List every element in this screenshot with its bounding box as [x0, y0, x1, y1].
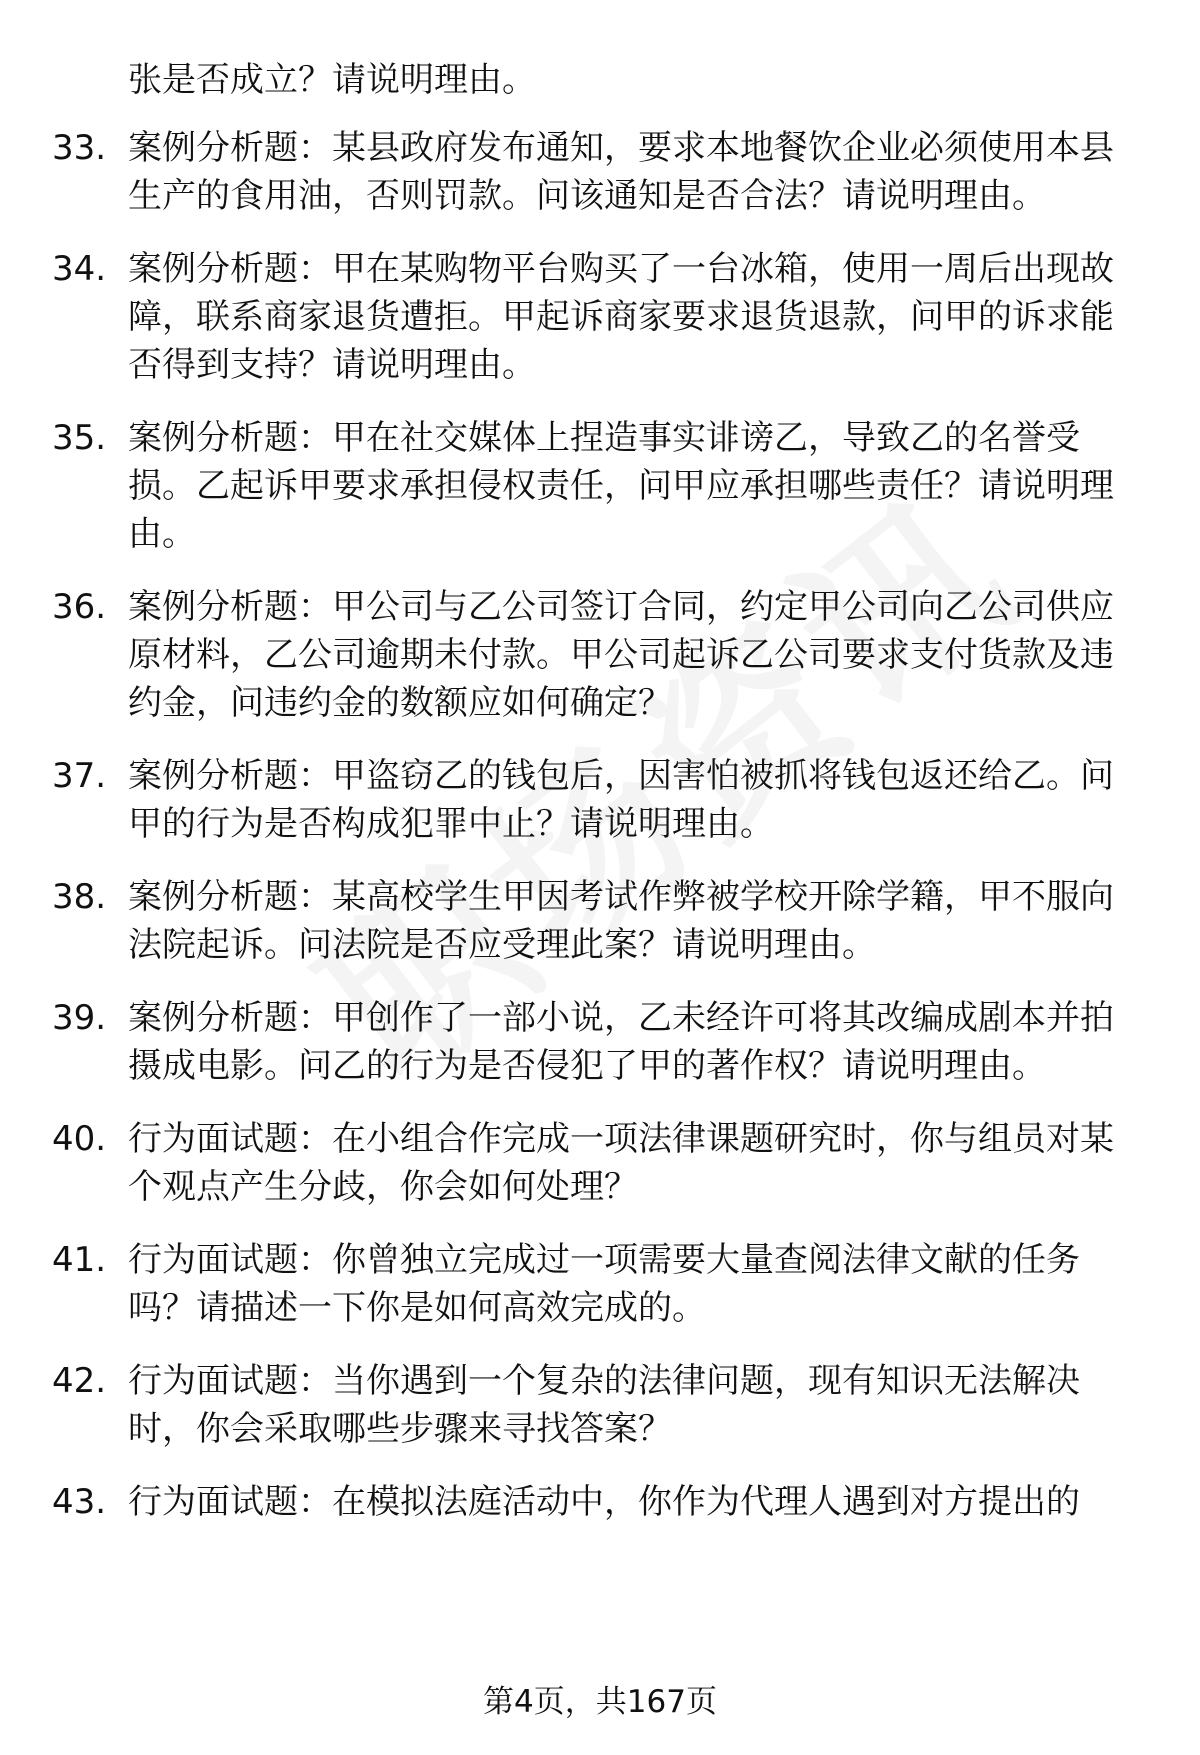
question-number: 33. [52, 128, 107, 168]
question-number: 35. [52, 418, 107, 458]
question-number: 40. [52, 1119, 107, 1159]
question-number: 42. [52, 1361, 107, 1401]
question-number: 36. [52, 587, 107, 627]
question-item [0, 414, 1200, 558]
question-text: 案例分析题：甲在社交媒体上捏造事实诽谤乙，导致乙的名誉受损。乙起诉甲要求承担侵权责任，问甲应承担哪些责任？请说明理由。 [128, 418, 1114, 554]
question-text: 行为面试题：在小组合作完成一项法律课题研究时，你与组员对某个观点产生分歧，你会如何处理？ [128, 1119, 1114, 1207]
question-text: 案例分析题：某县政府发布通知，要求本地餐饮企业必须使用本县生产的食用油，否则罚款。问该通知是否合法？请说明理由。 [128, 128, 1114, 216]
question-item [0, 1478, 1200, 1526]
question-text: 案例分析题：甲盗窃乙的钱包后，因害怕被抓将钱包返还给乙。问甲的行为是否构成犯罪中止？请说明理由。 [128, 756, 1114, 844]
question-number: 34. [52, 249, 107, 289]
page-footer: 第4页，共167页 [483, 1684, 717, 1720]
question-number: 41. [52, 1240, 107, 1280]
question-item [0, 245, 1200, 389]
question-item [0, 124, 1200, 220]
question-item [0, 583, 1200, 727]
question-text: 案例分析题：甲公司与乙公司签订合同，约定甲公司向乙公司供应原材料，乙公司逾期未付款。甲公司起诉乙公司要求支付货款及违约金，问违约金的数额应如何确定？ [128, 587, 1114, 723]
question-number: 43. [52, 1482, 107, 1522]
question-text: 案例分析题：甲在某购物平台购买了一台冰箱，使用一周后出现故障，联系商家退货遭拒。甲起诉商家要求退货退款，问甲的诉求能否得到支持？请说明理由。 [128, 249, 1114, 385]
question-item [0, 873, 1200, 969]
question-item [0, 1115, 1200, 1211]
question-item [0, 1236, 1200, 1332]
question-text: 案例分析题：某高校学生甲因考试作弊被学校开除学籍，甲不服向法院起诉。问法院是否应受理此案？请说明理由。 [128, 877, 1114, 965]
question-text: 行为面试题：在模拟法庭活动中，你作为代理人遇到对方提出的 [128, 1482, 1080, 1522]
question-item [0, 994, 1200, 1090]
question-number: 37. [52, 756, 107, 796]
question-text: 行为面试题：你曾独立完成过一项需要大量查阅法律文献的任务吗？请描述一下你是如何高效完成的。 [128, 1240, 1080, 1328]
question-text: 行为面试题：当你遇到一个复杂的法律问题，现有知识无法解决时，你会采取哪些步骤来寻找答案？ [128, 1361, 1080, 1449]
question-number: 39. [52, 998, 107, 1038]
question-number: 38. [52, 877, 107, 917]
continuation-text: 张是否成立？请说明理由。 [128, 60, 536, 100]
question-item [0, 752, 1200, 848]
question-list [0, 124, 1200, 1551]
question-item [0, 1357, 1200, 1453]
question-text: 案例分析题：甲创作了一部小说，乙未经许可将其改编成剧本并拍摄成电影。问乙的行为是否侵犯了甲的著作权？请说明理由。 [128, 998, 1114, 1086]
